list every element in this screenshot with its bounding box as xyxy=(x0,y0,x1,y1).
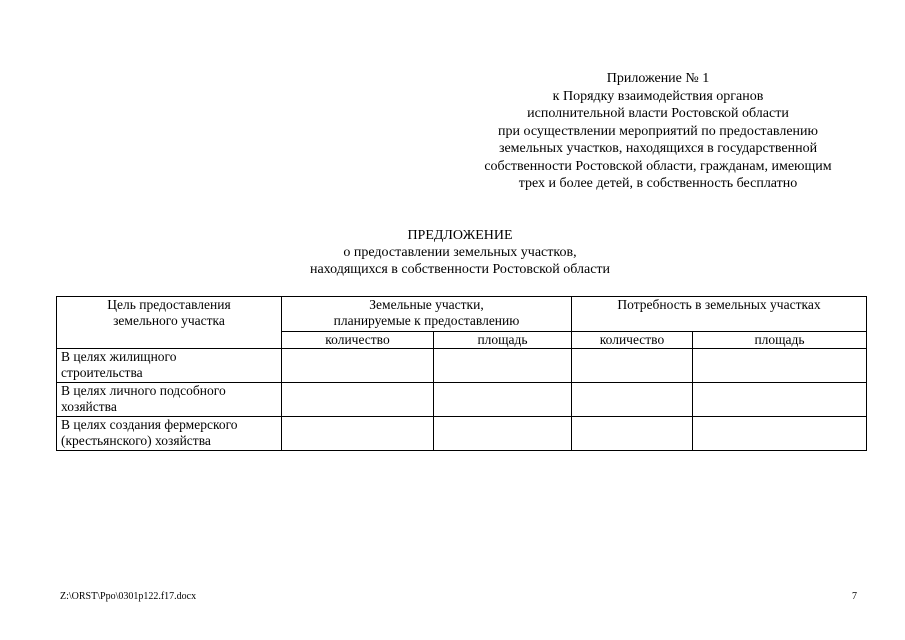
page-number: 7 xyxy=(852,591,857,602)
empty-cell xyxy=(282,417,434,451)
subheader-quantity: количество xyxy=(572,332,693,349)
subheader-area: площадь xyxy=(693,332,867,349)
proposal-table xyxy=(56,296,867,451)
row-purpose-line: хозяйства xyxy=(61,399,117,414)
empty-cell xyxy=(693,349,867,383)
empty-cell xyxy=(434,417,572,451)
empty-cell xyxy=(693,383,867,417)
empty-cell xyxy=(693,417,867,451)
appendix-header xyxy=(450,70,866,193)
row-purpose-line: В целях личного подсобного xyxy=(61,383,226,398)
empty-cell xyxy=(282,383,434,417)
table-row xyxy=(57,417,867,451)
row-purpose-line: В целях создания фермерского xyxy=(61,417,238,432)
proposal-heading xyxy=(200,227,720,278)
proposal-subtitle-line: о предоставлении земельных участков, xyxy=(343,245,577,260)
proposal-title: ПРЕДЛОЖЕНИЕ xyxy=(407,228,513,243)
empty-cell xyxy=(434,349,572,383)
proposal-subtitle-line: находящихся в собственности Ростовской области xyxy=(309,262,611,277)
appendix-line: трех и более детей, в собственность бесплатно xyxy=(518,176,798,191)
appendix-line: земельных участков, находящихся в государственной xyxy=(498,141,818,156)
empty-cell xyxy=(572,383,693,417)
empty-cell xyxy=(572,349,693,383)
row-purpose-line: строительства xyxy=(61,365,143,380)
appendix-line: исполнительной власти Ростовской области xyxy=(527,106,789,121)
appendix-line: собственности Ростовской области, гражданам, имеющим xyxy=(484,158,832,174)
empty-cell xyxy=(434,383,572,417)
header-planned-line: Земельные участки, xyxy=(369,297,484,312)
row-purpose-line: В целях жилищного xyxy=(61,349,177,364)
table-row xyxy=(57,349,867,383)
header-purpose-line: земельного участка xyxy=(113,313,225,328)
header-plot-demand: Потребность в земельных участках xyxy=(572,297,867,332)
row-purpose-line: (крестьянского) хозяйства xyxy=(61,433,211,448)
row-purpose xyxy=(57,417,282,451)
empty-cell xyxy=(572,417,693,451)
table-row xyxy=(57,383,867,417)
header-planned-line: планируемые к предоставлению xyxy=(333,313,520,328)
header-planned-plots xyxy=(282,297,572,332)
empty-cell xyxy=(282,349,434,383)
footer-file-path: Z:\ORST\Ppo\0301p122.f17.docx xyxy=(60,591,197,602)
header-purpose xyxy=(57,297,282,349)
subheader-quantity: количество xyxy=(282,332,434,349)
row-purpose xyxy=(57,349,282,383)
row-purpose xyxy=(57,383,282,417)
appendix-line: при осуществлении мероприятий по предоставлению xyxy=(497,123,818,139)
appendix-line: Приложение № 1 xyxy=(606,71,710,86)
appendix-line: к Порядку взаимодействия органов xyxy=(552,88,764,104)
subheader-area: площадь xyxy=(434,332,572,349)
table-header-row xyxy=(57,297,867,332)
header-purpose-line: Цель предоставления xyxy=(107,297,231,312)
